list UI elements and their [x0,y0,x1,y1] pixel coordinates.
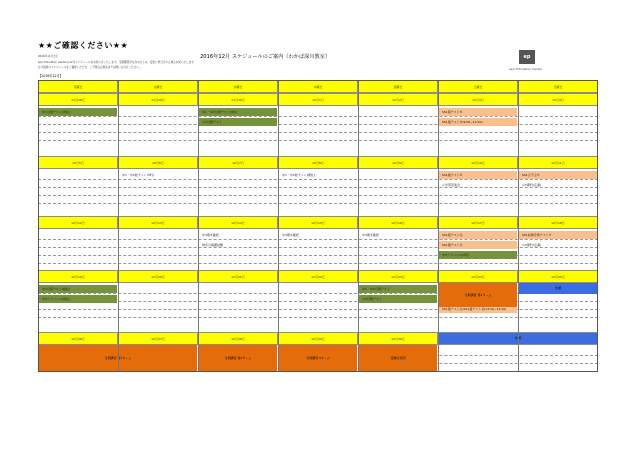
schedule-event: 小5月例テスト [199,118,277,126]
note-line-2: 必ず最新のスケジュールをご確認いただき、ご不明点は教室までお問い合わせください。 [38,66,142,69]
schedule-event: 小5月例テスト [359,295,437,303]
schedule-event: 中3アドバンス(3科) [439,251,517,259]
weekday-header: 火曜日 [118,80,198,93]
logo-mark: ep [519,50,535,64]
date-cell: 12月21日 [198,270,278,283]
schedule-event: 中3アドバンス(英社) [39,295,117,303]
date-cell: 12月5日 [38,156,118,169]
note-date: 2016年11月吉日 [38,55,59,58]
table-border [38,80,598,372]
schedule-event: 小学部答案会 [442,183,461,187]
date-cell: 12月7日 [198,156,278,169]
weekday-header: 木曜日 [278,80,358,93]
schedule-event: 中1月例テスト(英社) [39,108,117,116]
weekday-header: 土曜日 [438,80,518,93]
date-cell: 12月17日 [438,216,518,229]
date-cell: 12月3日 [438,93,518,106]
weekday-header: 水曜日 [198,80,278,93]
weekday-header: 金曜日 [358,80,438,93]
date-cell: 12月30日 [358,332,438,345]
schedule-event: SS1週テスト⑩ [439,171,517,179]
schedule-event: SS1週テスト⑬/SS1週テスト⑭(13:00~15:20) [439,305,517,313]
date-cell: 12月19日 [38,270,118,283]
month-label: 【2016年12月】 [38,74,63,78]
date-cell: 12月24日 [438,270,518,283]
schedule-event: SS1前期月例テスト③ [519,231,597,239]
schedule-block: 冬期講習 第1ターム [439,283,517,307]
schedule-event: 小5理科(定番) [522,183,542,187]
date-cell: 12月26日 [38,332,118,345]
date-cell: 12月12日 [38,216,118,229]
date-cell: 12月9日 [358,156,438,169]
date-cell: 11月28日 [38,93,118,106]
date-cell: 12月13日 [118,216,198,229]
date-cell: 12月16日 [358,216,438,229]
date-cell: 12月22日 [278,270,358,283]
date-cell: 12月23日 [358,270,438,283]
date-cell: 12月11日 [518,156,598,169]
heading: ★★ご確認ください★★ [38,41,129,50]
date-cell: 12月18日 [518,216,598,229]
schedule-block: 休講 [519,283,597,294]
schedule-block: 冬期講習 第2ターム [199,345,277,371]
schedule-event: SS1週テスト⑪ [439,231,517,239]
schedule-event: 神奈川模擬試験 [202,243,224,247]
date-cell: 11月29日 [118,93,198,106]
date-cell: 12月4日 [518,93,598,106]
date-cell: 12月20日 [118,270,198,283]
schedule-event: 中1・中2月例テスト(3科) [199,108,277,116]
note-line-1: epic Education Centerの12月スケジュールをお知らせいたします。冬期講習会を含めたもの。変更に該当される場合お知らせします。 [38,61,197,64]
date-cell: 12月15日 [278,216,358,229]
schedule-block: 冬期講習 3ターム [279,345,357,371]
schedule-event: SS1週テスト⑫ [439,241,517,249]
schedule-event: 小5理科(定番) [522,243,542,247]
schedule-event: 中1・中2総チャレ(理社) [282,173,316,177]
date-cell: 12月6日 [118,156,198,169]
schedule-event: 中1月例テスト(数社) [39,285,117,293]
page-title: 2016年12月 スケジュールのご案内（わかば深川教室） [200,54,331,60]
date-cell: 11月30日 [198,93,278,106]
date-cell: 12月2日 [358,93,438,106]
date-cell: 12月25日 [518,270,598,283]
schedule-event: 中3期末確認 [202,233,219,237]
logo-text: epic Education Center [509,67,543,71]
schedule-event: 中3期末確認 [282,233,299,237]
schedule-table [38,80,598,372]
date-cell: 12月29日 [278,332,358,345]
schedule-block: 受験生特訓 [359,345,437,371]
date-cell: 12月10日 [438,156,518,169]
schedule-event: SS1週テスト⑧ [439,108,517,116]
schedule-event: SS1週テスト⑨(9:00~12:20) [439,118,517,126]
schedule-event: SS1合不合④ [519,171,597,179]
schedule-block: 休講 [439,333,597,344]
date-cell: 12月8日 [278,156,358,169]
schedule-event: 中1・中2月例テスト [359,285,437,293]
schedule-event: 中1・中2総チャレ(3科) [122,173,154,177]
date-cell: 12月14日 [198,216,278,229]
weekday-header: 日曜日 [518,80,598,93]
date-cell: 12月1日 [278,93,358,106]
weekday-header: 月曜日 [38,80,118,93]
date-cell: 12月28日 [198,332,278,345]
schedule-event: 中3期末確認 [362,233,379,237]
schedule-block: 冬期講習 第1ターム [39,345,197,371]
date-cell: 12月27日 [118,332,198,345]
